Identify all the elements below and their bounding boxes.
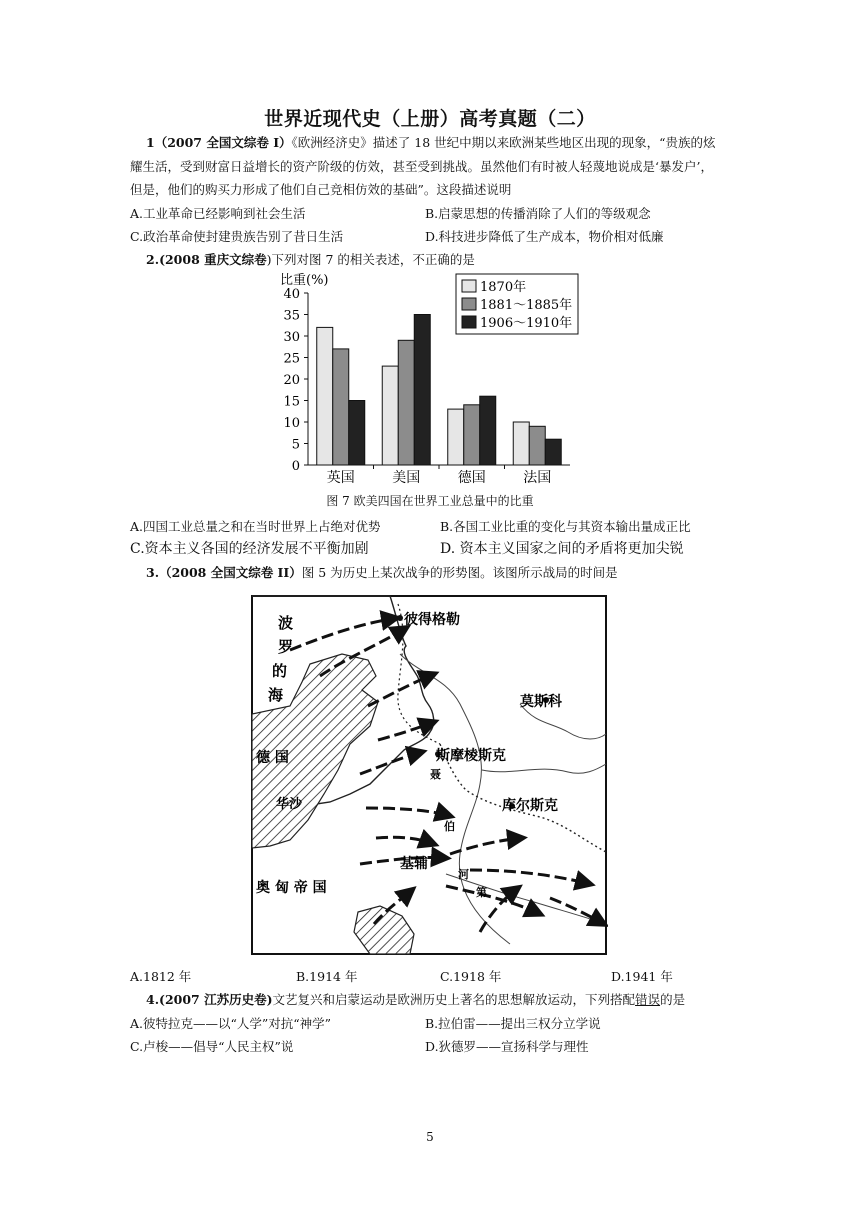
chart-caption: 图 7 欧美四国在世界工业总量中的比重 xyxy=(326,494,534,508)
q1-option-a: A.工业革命已经影响到社会生活 xyxy=(130,206,306,221)
bar-美国-1881～1885年 xyxy=(398,340,414,465)
y-tick-label: 40 xyxy=(283,287,300,302)
q4-text-underlined: 错误 xyxy=(635,992,661,1007)
bar-法国-1906～1910年 xyxy=(545,439,561,465)
q4-option-d: D.狄德罗——宣扬科学与理性 xyxy=(425,1039,589,1054)
q4-text-b: 的是 xyxy=(660,992,686,1007)
city-marker-kiev xyxy=(439,855,445,861)
q2-stem xyxy=(146,250,475,268)
austria-label: 奥 匈 帝 国 xyxy=(256,880,327,896)
q4-option-b: B.拉伯雷——提出三权分立学说 xyxy=(425,1016,601,1031)
bar-chart xyxy=(270,268,590,488)
q3-option-c: C.1918 年 xyxy=(440,969,502,984)
q1-text-3: 但是，他们的购买力形成了他们自己竞相仿效的基础”。这段描述说明 xyxy=(130,182,512,197)
y-tick-label: 20 xyxy=(283,373,300,388)
q3-source: （2008 全国文综卷 II） xyxy=(159,565,302,580)
q4-stem xyxy=(146,990,685,1008)
y-axis-label: 比重(%) xyxy=(280,273,329,288)
bar-法国-1870年 xyxy=(513,422,529,465)
river-label-1: 聂 xyxy=(430,768,441,781)
q3-option-d: D.1941 年 xyxy=(611,969,673,984)
city-marker-petrograd xyxy=(397,615,403,621)
kursk-label: 库尔斯克 xyxy=(502,798,558,814)
q1-option-d: D.科技进步降低了生产成本，物价相对低廉 xyxy=(425,229,664,244)
x-tick-label: 德国 xyxy=(457,470,486,486)
page-title: 世界近现代史（上册）高考真题（二） xyxy=(264,108,596,130)
moscow-label: 莫斯科 xyxy=(520,694,562,710)
legend-label: 1870年 xyxy=(480,280,527,295)
page-number: 5 xyxy=(426,1130,434,1144)
q1-option-b: B.启蒙思想的传播消除了人们的等级观念 xyxy=(425,206,651,221)
river-label-2: 伯 xyxy=(444,820,455,833)
legend-label: 1881～1885年 xyxy=(480,298,573,313)
q3-text: 图 5 为历史上某次战争的形势图。该图所示战局的时间是 xyxy=(301,565,618,580)
q4-option-a: A.彼特拉克——以“人学”对抗“神学” xyxy=(130,1016,332,1031)
q1-option-c: C.政治革命使封建贵族告别了昔日生活 xyxy=(130,229,344,244)
germany-label: 德 国 xyxy=(256,750,289,766)
q2-option-b: B.各国工业比重的变化与其资本输出量成正比 xyxy=(440,519,691,534)
bar-德国-1881～1885年 xyxy=(464,405,480,465)
bar-德国-1906～1910年 xyxy=(480,396,496,465)
q4-text-a: 文艺复兴和启蒙运动是欧洲历史上著名的思想解放运动，下列搭配 xyxy=(272,992,636,1007)
war-map xyxy=(250,594,608,956)
x-tick-label: 英国 xyxy=(326,470,355,486)
river-label-4: 第 xyxy=(476,886,487,899)
q2-number: 2. xyxy=(146,252,160,267)
q3-number: 3. xyxy=(146,565,160,580)
q1-source: （2007 全国文综卷 I） xyxy=(154,135,292,150)
y-tick-label: 35 xyxy=(283,308,300,324)
q1-text-2: 耀生活，受到财富日益增长的资产阶级的仿效，甚至受到挑战。虽然他们有时被人轻蔑地说成是‘暴发户’， xyxy=(130,159,713,174)
petrograd-label: 彼得格勒 xyxy=(404,612,460,628)
q3-option-b: B.1914 年 xyxy=(296,969,358,984)
sea-label-2: 罗 xyxy=(278,638,294,656)
sea-label-4: 海 xyxy=(268,686,284,704)
sea-label-1: 波 xyxy=(278,614,294,632)
y-tick-label: 25 xyxy=(283,351,300,367)
q2-text: )下列对图 7 的相关表述，不正确的是 xyxy=(266,252,475,267)
y-tick-label: 0 xyxy=(291,459,300,474)
kiev-label: 基辅 xyxy=(400,856,428,872)
q1-text-1: 《欧洲经济史》描述了 18 世纪中期以来欧洲某些地区出现的现象，“贵族的炫 xyxy=(291,135,716,150)
y-tick-label: 30 xyxy=(283,330,300,345)
river-label-3: 河 xyxy=(458,868,469,881)
q1-line1 xyxy=(146,133,716,151)
bar-法国-1881～1885年 xyxy=(529,426,545,465)
bar-英国-1870年 xyxy=(317,327,333,465)
q2-option-d: D. 资本主义国家之间的矛盾将更加尖锐 xyxy=(440,541,684,557)
bar-英国-1906～1910年 xyxy=(349,401,365,466)
warsaw-label: 华沙 xyxy=(276,797,303,812)
y-tick-label: 5 xyxy=(291,437,300,453)
q2-option-a: A.四国工业总量之和在当时世界上占绝对优势 xyxy=(130,519,381,534)
legend-swatch xyxy=(462,316,476,328)
legend-label: 1906～1910年 xyxy=(480,316,573,331)
q4-option-c: C.卢梭——倡导“人民主权”说 xyxy=(130,1039,294,1054)
bar-德国-1870年 xyxy=(448,409,464,465)
smolensk-label: 斯摩棱斯克 xyxy=(436,748,506,764)
q4-source: .(2007 江苏历史卷) xyxy=(154,992,273,1007)
q2-source: (2008 重庆文综卷 xyxy=(159,252,267,267)
y-tick-label: 15 xyxy=(283,394,300,410)
bar-英国-1881～1885年 xyxy=(333,349,349,465)
q1-number: 1 xyxy=(146,135,155,150)
bar-美国-1906～1910年 xyxy=(414,315,430,466)
q4-number: 4 xyxy=(146,992,155,1007)
legend-swatch xyxy=(462,280,476,292)
q2-option-c: C.资本主义各国的经济发展不平衡加剧 xyxy=(130,541,369,557)
x-tick-label: 法国 xyxy=(523,470,552,486)
y-tick-label: 10 xyxy=(283,416,300,431)
sea-label-3: 的 xyxy=(272,662,288,680)
bar-美国-1870年 xyxy=(382,366,398,465)
legend-swatch xyxy=(462,298,476,310)
q3-option-a: A.1812 年 xyxy=(130,969,192,984)
x-tick-label: 美国 xyxy=(392,470,421,486)
q3-stem xyxy=(146,563,618,581)
